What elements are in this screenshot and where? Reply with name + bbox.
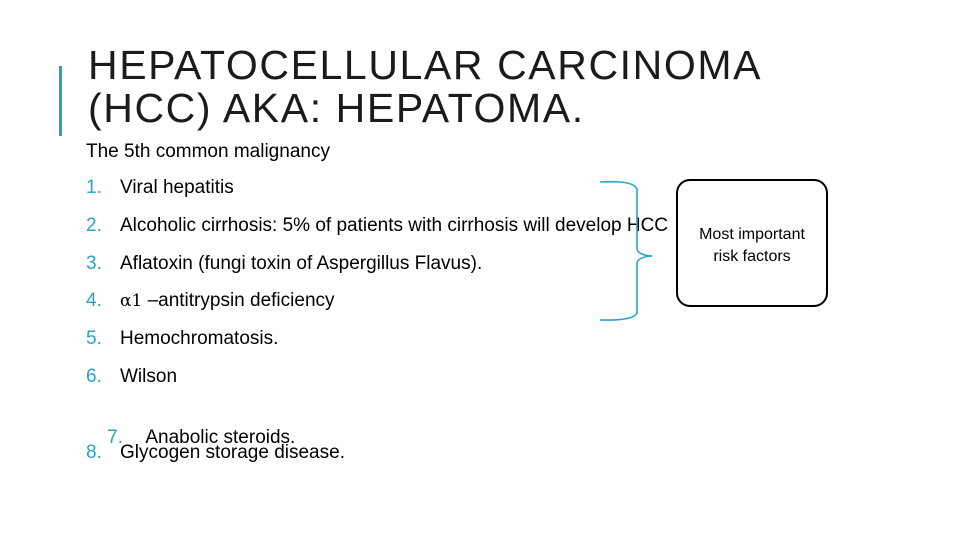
callout-line-1: Most important bbox=[699, 226, 805, 243]
list-text: Anabolic steroids. bbox=[141, 427, 296, 448]
list-item bbox=[86, 441, 345, 465]
list-number: 2. bbox=[86, 215, 102, 236]
list-text: Aflatoxin (fungi toxin of Aspergillus Flavus). bbox=[120, 253, 483, 274]
list-item bbox=[86, 214, 668, 238]
subtitle: The 5th common malignancy bbox=[86, 141, 330, 162]
list-item bbox=[86, 365, 177, 389]
list-item bbox=[86, 289, 335, 313]
list-number: 6. bbox=[86, 366, 102, 387]
list-item bbox=[86, 327, 278, 351]
list-number: 3. bbox=[86, 253, 102, 274]
list-number: 4. bbox=[86, 290, 102, 311]
list-text: Glycogen storage disease. bbox=[120, 442, 345, 463]
list-number: 1. bbox=[86, 177, 102, 198]
title-accent-bar bbox=[59, 66, 62, 136]
list-number: 8. bbox=[86, 442, 102, 463]
right-brace-icon bbox=[596, 176, 656, 326]
callout-line-2: risk factors bbox=[713, 248, 791, 265]
callout-box bbox=[676, 179, 828, 307]
title-line-1: HEPATOCELLULAR CARCINOMA bbox=[88, 42, 763, 88]
list-text: Alcoholic cirrhosis: 5% of patients with cirrhosis will develop HCC bbox=[120, 215, 669, 236]
list-item bbox=[86, 176, 234, 200]
slide-title bbox=[88, 44, 762, 130]
list-text: –antitrypsin deficiency bbox=[142, 290, 335, 311]
list-text: Viral hepatitis bbox=[120, 177, 234, 198]
list-number: 7. bbox=[107, 427, 123, 448]
list-number: 5. bbox=[86, 328, 102, 349]
alpha-symbol: α1 bbox=[120, 291, 143, 311]
list-item bbox=[86, 252, 482, 276]
list-text: Hemochromatosis. bbox=[120, 328, 279, 349]
list-text: Wilson bbox=[120, 366, 178, 387]
title-line-2: (HCC) AKA: HEPATOMA. bbox=[88, 85, 585, 131]
